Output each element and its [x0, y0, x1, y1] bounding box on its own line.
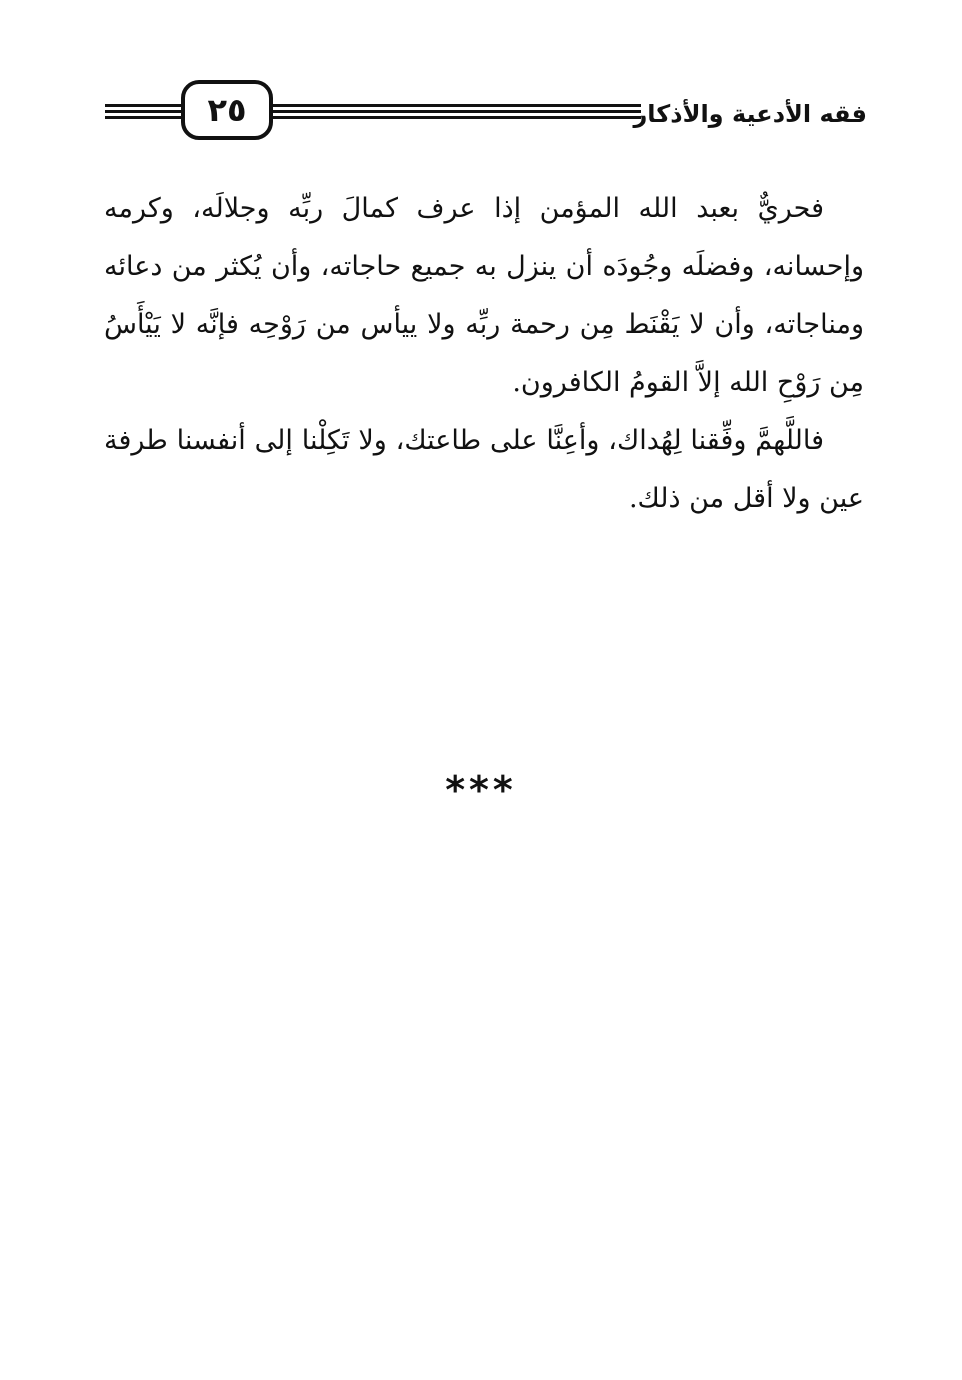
- header-rule-right-mid: [269, 110, 641, 113]
- page-header: [105, 78, 867, 142]
- page-number: ٢٥: [207, 91, 247, 129]
- header-rule-right-bottom: [269, 116, 641, 119]
- header-rule-left-bottom: [105, 116, 185, 119]
- paragraph-1: فحريٌّ بعبد الله المؤمن إذا عرف كمالَ ربِّه وجلالَه، وكرمه وإحسانه، وفضلَه وجُودَه أن ينزل به جميع حاجاته، وأن يُكثر من دعائه ومناجاته، وأن لا يَقْنَط مِن رحمة ربِّه ولا ييأس من رَوْحِه فإنَّه لا يَيْأَسُ مِن رَوْحِ الله إلاَّ القومُ الكافرون.: [104, 193, 864, 398]
- header-rule-right-top: [269, 104, 641, 107]
- page-number-badge: [181, 80, 273, 140]
- header-rule-left-mid: [105, 110, 185, 113]
- book-title: فقه الأدعية والأذكار: [633, 100, 867, 128]
- header-rule-left-top: [105, 104, 185, 107]
- paragraph-2: فاللَّهمَّ وفِّقنا لِهُداك، وأعِنَّا على طاعتك، ولا تَكِلْنا إلى أنفسنا طرفة عين ولا أقل من ذلك.: [104, 425, 864, 514]
- section-separator: ***: [445, 768, 517, 812]
- main-text: [104, 180, 864, 528]
